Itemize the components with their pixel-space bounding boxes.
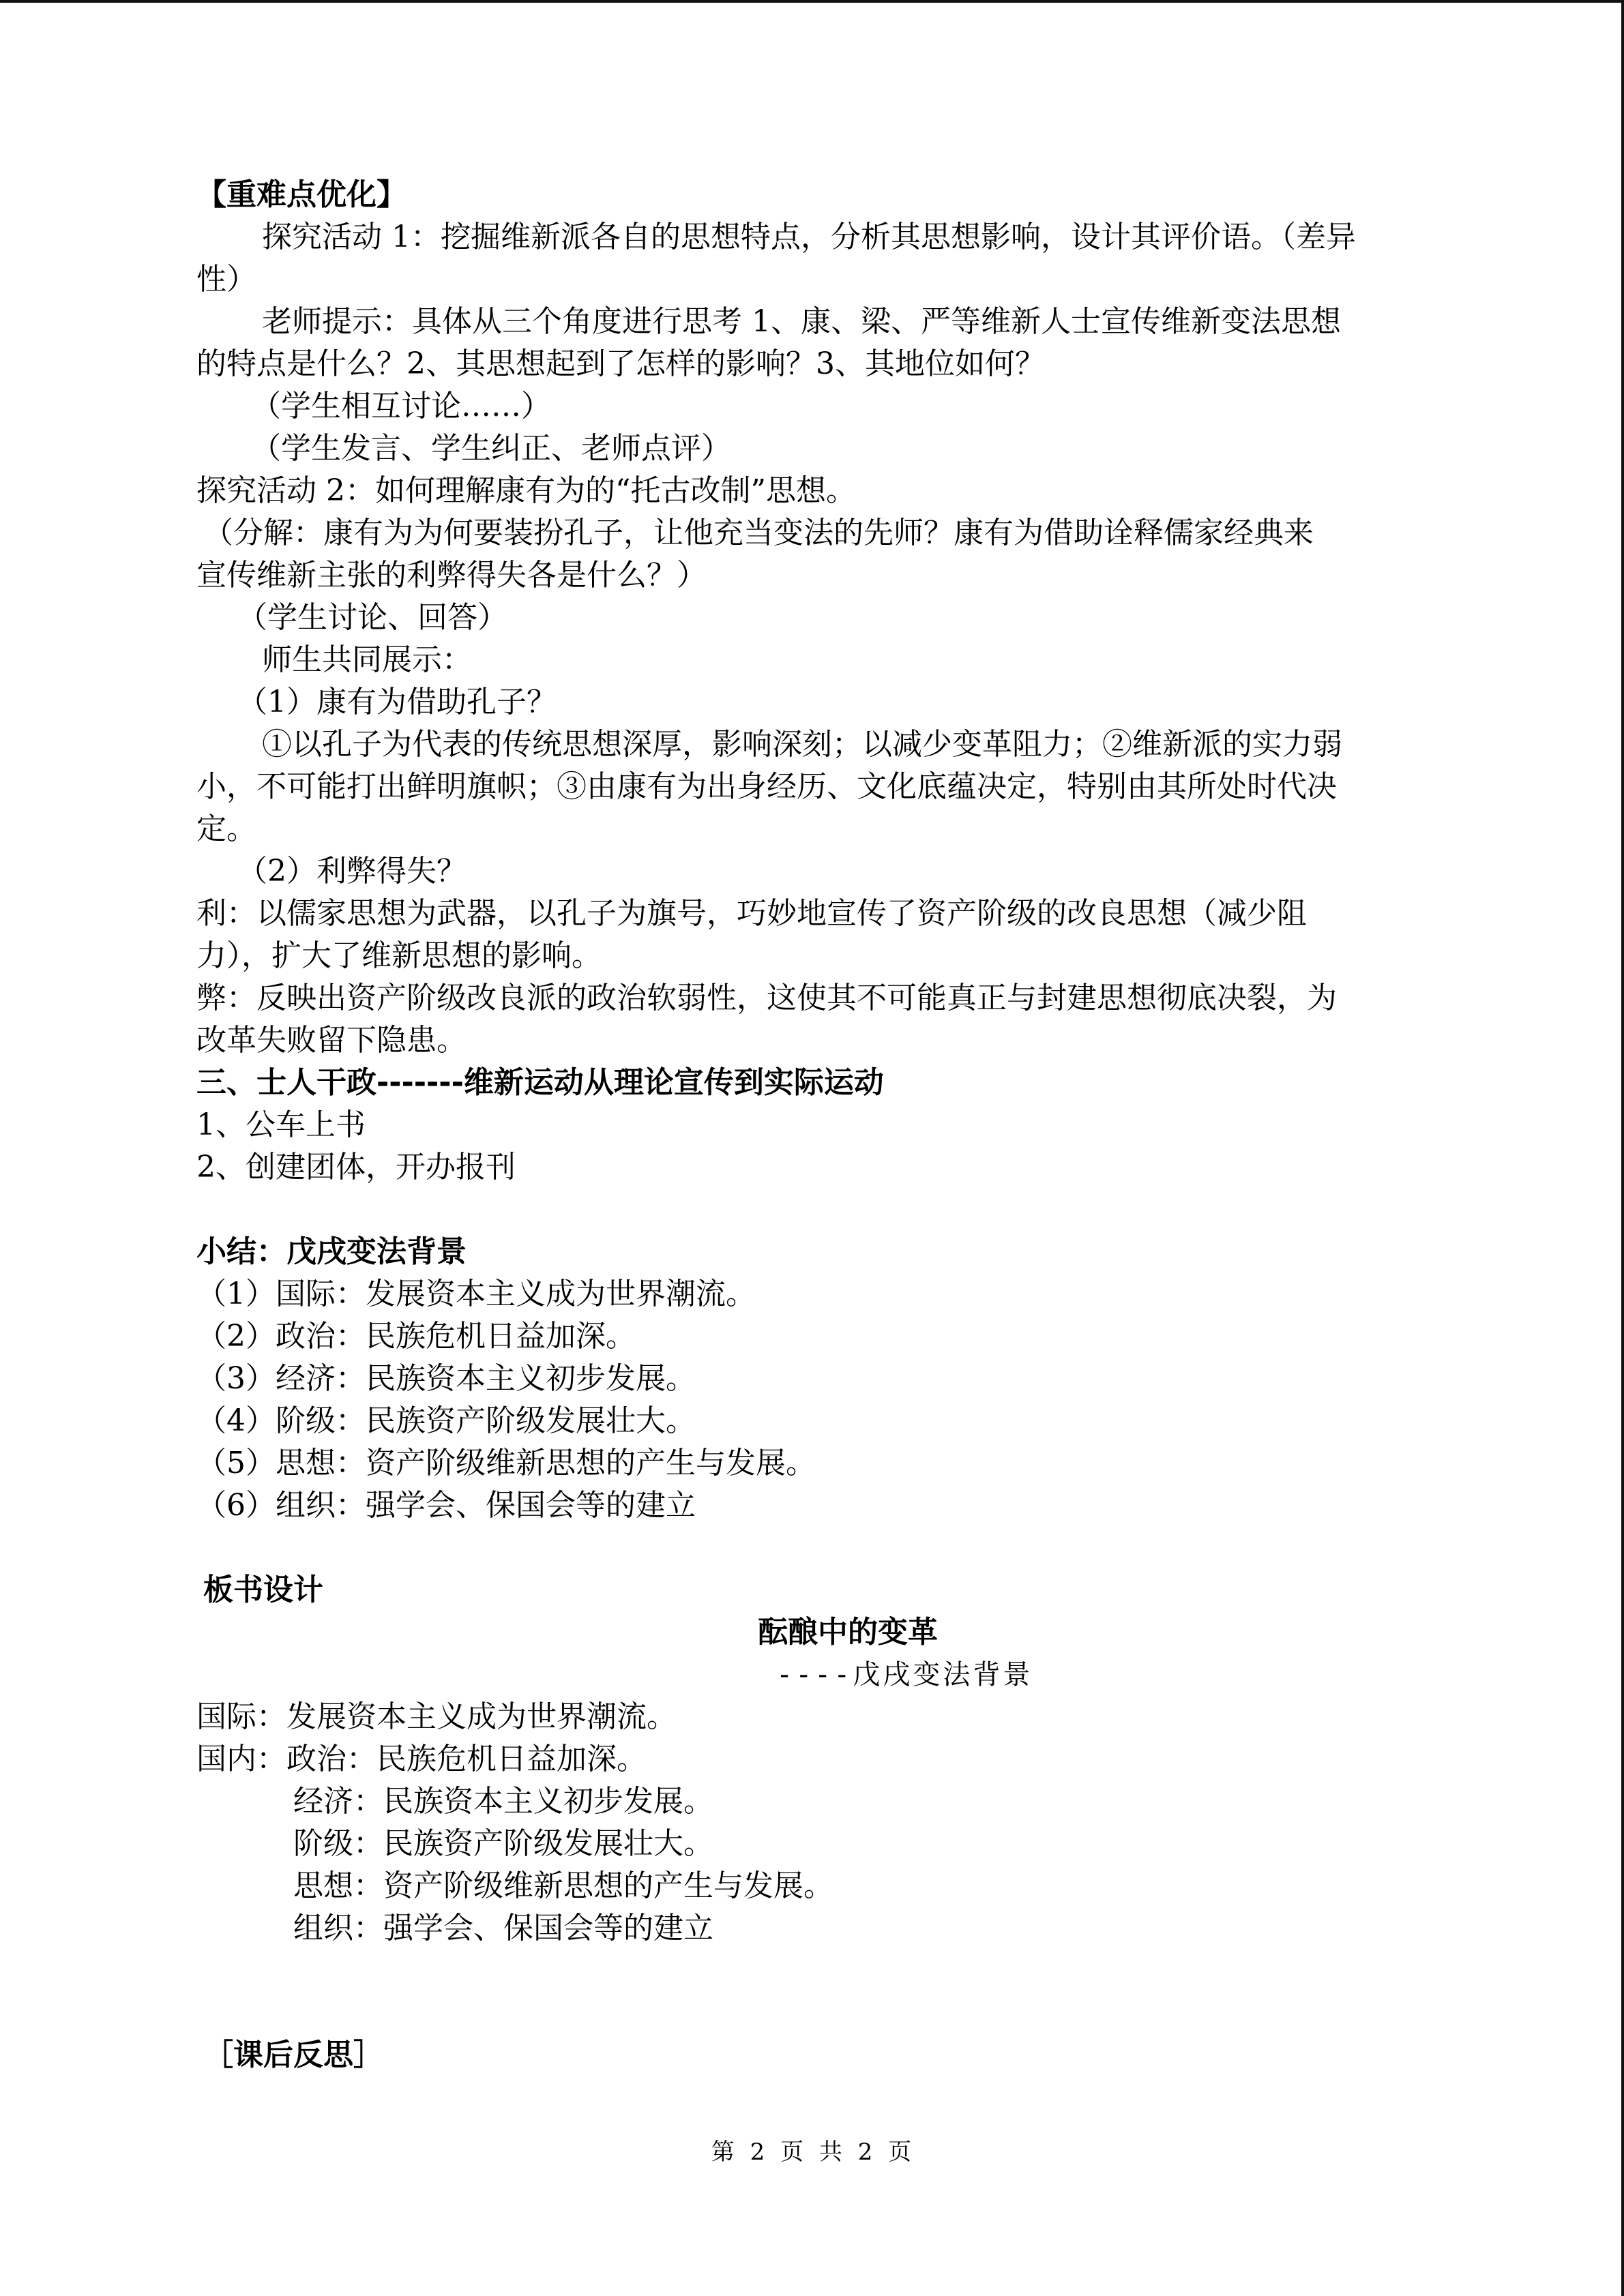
difficulty-heading: 【重难点优化】 <box>196 177 407 212</box>
decompose-line1: （分解：康有为为何要装扮孔子，让他充当变法的先师？康有为借助诠释儒家经典来 <box>203 516 1314 550</box>
board-domestic-item: 思想：资产阶级维新思想的产生与发展。 <box>293 1868 833 1903</box>
section3-heading: 三、士人干政-------维新运动从理论宣传到实际运动 <box>196 1065 884 1100</box>
discussion-note-2: （学生发言、学生纠正、老师点评） <box>251 431 731 466</box>
reflection-heading: ［课后反思］ <box>203 2038 383 2072</box>
pros-line2: 力），扩大了维新思想的影响。 <box>196 938 602 973</box>
teacher-hint-line1: 老师提示：具体从三个角度进行思考 1、康、梁、严等维新人士宣传维新变法思想 <box>262 304 1341 339</box>
page-border-top <box>0 0 1624 3</box>
document-body <box>196 174 1445 2076</box>
page-border-right <box>1621 0 1624 2296</box>
board-title: 酝酿中的变革 <box>758 1615 938 1650</box>
page-footer: 第 2 页 共 2 页 <box>711 2138 913 2166</box>
board-international: 国际：发展资本主义成为世界潮流。 <box>196 1699 677 1734</box>
summary-item: （2）政治：民族危机日益加深。 <box>196 1319 636 1354</box>
summary-item: （4）阶级：民族资产阶级发展壮大。 <box>196 1403 696 1438</box>
summary-item: （5）思想：资产阶级维新思想的产生与发展。 <box>196 1446 816 1480</box>
question1-answer-line2: 小，不可能打出鲜明旗帜；③由康有为出身经历、文化底蕴决定，特别由其所处时代决 <box>196 769 1337 804</box>
cons-line1: 弊：反映出资产阶级改良派的政治软弱性，这使其不可能真正与封建思想彻底决裂，为 <box>196 981 1337 1015</box>
question2: （2）利弊得失？ <box>237 854 467 889</box>
cons-line2: 改革失败留下隐患。 <box>196 1023 467 1058</box>
summary-heading: 小结：戊戌变法背景 <box>196 1234 467 1269</box>
board-subtitle: ----戊戌变法背景 <box>776 1659 1033 1690</box>
decompose-line2: 宣传维新主张的利弊得失各是什么？） <box>196 558 707 593</box>
discuss-answer-note: （学生讨论、回答） <box>237 600 507 635</box>
summary-item: （1）国际：发展资本主义成为世界潮流。 <box>196 1277 756 1311</box>
board-domestic-item: 组织：强学会、保国会等的建立 <box>293 1911 713 1945</box>
discussion-note-1: （学生相互讨论……） <box>251 389 551 423</box>
question1-answer-line1: ①以孔子为代表的传统思想深厚，影响深刻；以减少变革阻力；②维新派的实力弱 <box>262 727 1342 762</box>
teacher-hint-line2: 的特点是什么？2、其思想起到了怎样的影响？3、其地位如何？ <box>196 346 1045 381</box>
section3-item1: 1、公车上书 <box>196 1107 366 1142</box>
board-domestic-politics: 国内：政治：民族危机日益加深。 <box>196 1742 647 1776</box>
joint-show-line: 师生共同展示： <box>262 642 472 677</box>
board-domestic-item: 阶级：民族资产阶级发展壮大。 <box>293 1826 713 1861</box>
summary-item: （3）经济：民族资本主义初步发展。 <box>196 1361 696 1396</box>
board-design-heading: 板书设计 <box>203 1572 323 1607</box>
activity1-line2: 性） <box>196 262 256 297</box>
pros-line1: 利：以儒家思想为武器，以孔子为旗号，巧妙地宣传了资产阶级的改良思想（减少阻 <box>196 896 1307 931</box>
summary-item: （6）组织：强学会、保国会等的建立 <box>196 1488 696 1523</box>
activity2-line: 探究活动 2：如何理解康有为的“托古改制”思想。 <box>196 473 856 508</box>
activity1-line1: 探究活动 1：挖掘维新派各自的思想特点，分析其思想影响，设计其评价语。（差异 <box>262 220 1356 254</box>
board-domestic-item: 经济：民族资本主义初步发展。 <box>293 1784 713 1819</box>
section3-item2: 2、创建团体，开办报刊 <box>196 1150 516 1184</box>
question1-answer-line3: 定。 <box>196 811 256 846</box>
question1: （1）康有为借助孔子？ <box>237 685 557 719</box>
